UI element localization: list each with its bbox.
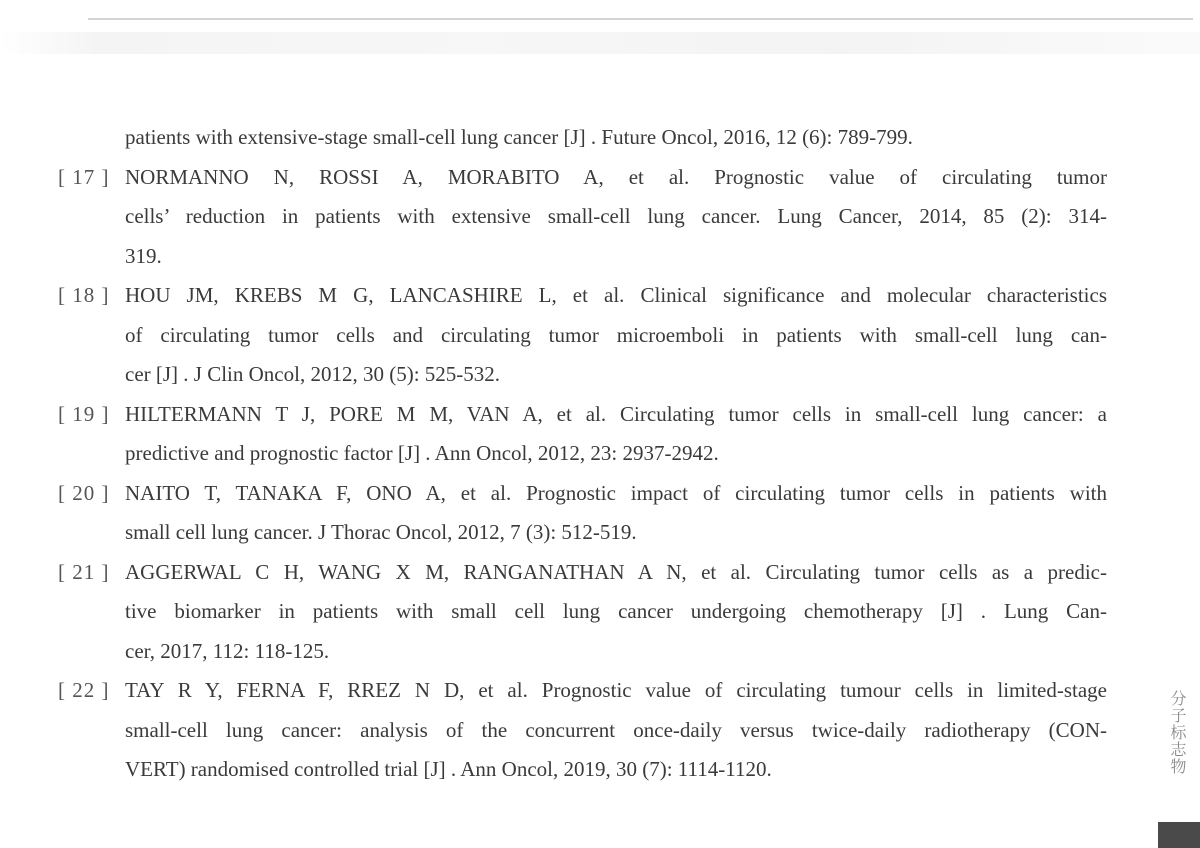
reference-line: [58, 276, 1118, 316]
reference-text: TAY R Y, FERNA F, RREZ N D, et al. Prognostic value of circulating tumour cells in limited-stage: [125, 678, 1107, 702]
page-number-tab: [1158, 822, 1200, 848]
reference-text: small cell lung cancer. J Thorac Oncol, 2012, 7 (3): 512-519.: [125, 520, 637, 544]
reference-text: NORMANNO N, ROSSI A, MORABITO A, et al. Prognostic value of circulating tumor: [125, 164, 1107, 189]
reference-text: patients with extensive-stage small-cell lung cancer [J] . Future Oncol, 2016, 12 (6): 789-799.: [125, 125, 913, 149]
reference-line: [58, 632, 1118, 672]
reference-text: of circulating tumor cells and circulating tumor microemboli in patients with small-cell lung can-: [125, 322, 1107, 347]
reference-line: [58, 592, 1118, 632]
reference-line: [58, 237, 1118, 277]
reference-text: small-cell lung cancer: analysis of the concurrent once-daily versus twice-daily radiotherapy (CON-: [125, 717, 1107, 742]
reference-line: [58, 750, 1118, 790]
reference-line: [58, 474, 1118, 514]
reference-text: NAITO T, TANAKA F, ONO A, et al. Prognostic impact of circulating tumor cells in patients with: [125, 480, 1107, 505]
reference-line: [58, 197, 1118, 237]
reference-line: [58, 711, 1118, 751]
reference-number: [ 21 ]: [58, 559, 110, 584]
reference-text: 319.: [125, 243, 162, 268]
side-section-label: 分子标志物: [1168, 690, 1187, 775]
reference-text: VERT) randomised controlled trial [J] . Ann Oncol, 2019, 30 (7): 1114-1120.: [125, 757, 772, 781]
reference-number: [ 19 ]: [58, 401, 110, 426]
reference-text: HOU JM, KREBS M G, LANCASHIRE L, et al. Clinical significance and molecular characteristics: [125, 283, 1107, 307]
reference-text: tive biomarker in patients with small cell lung cancer undergoing chemotherapy [J] . Lung Can-: [125, 599, 1107, 623]
reference-line: [58, 671, 1118, 711]
reference-number: [ 20 ]: [58, 480, 110, 505]
reference-line: [58, 553, 1118, 593]
reference-number: [ 18 ]: [58, 283, 110, 307]
reference-list: [58, 118, 1118, 790]
reference-number: [ 17 ]: [58, 164, 110, 189]
running-header-bleed: [0, 32, 1200, 54]
reference-line: [58, 316, 1118, 356]
reference-line: [58, 118, 1118, 158]
reference-line: [58, 434, 1118, 474]
reference-number: [ 22 ]: [58, 678, 110, 702]
reference-text: AGGERWAL C H, WANG X M, RANGANATHAN A N, et al. Circulating tumor cells as a predic-: [125, 559, 1107, 584]
reference-text: cer [J] . J Clin Oncol, 2012, 30 (5): 525-532.: [125, 362, 501, 386]
header-rule: [88, 18, 1193, 20]
reference-line: [58, 158, 1118, 198]
reference-line: [58, 355, 1118, 395]
reference-line: [58, 513, 1118, 553]
reference-text: cer, 2017, 112: 118-125.: [125, 638, 330, 663]
reference-text: HILTERMANN T J, PORE M M, VAN A, et al. Circulating tumor cells in small-cell lung cancer: a: [125, 401, 1107, 426]
reference-line: [58, 395, 1118, 435]
reference-text: predictive and prognostic factor [J] . Ann Oncol, 2012, 23: 2937-2942.: [125, 441, 719, 465]
reference-text: cells’ reduction in patients with extensive small-cell lung cancer. Lung Cancer, 2014, 85 (2): 314-: [125, 204, 1107, 228]
